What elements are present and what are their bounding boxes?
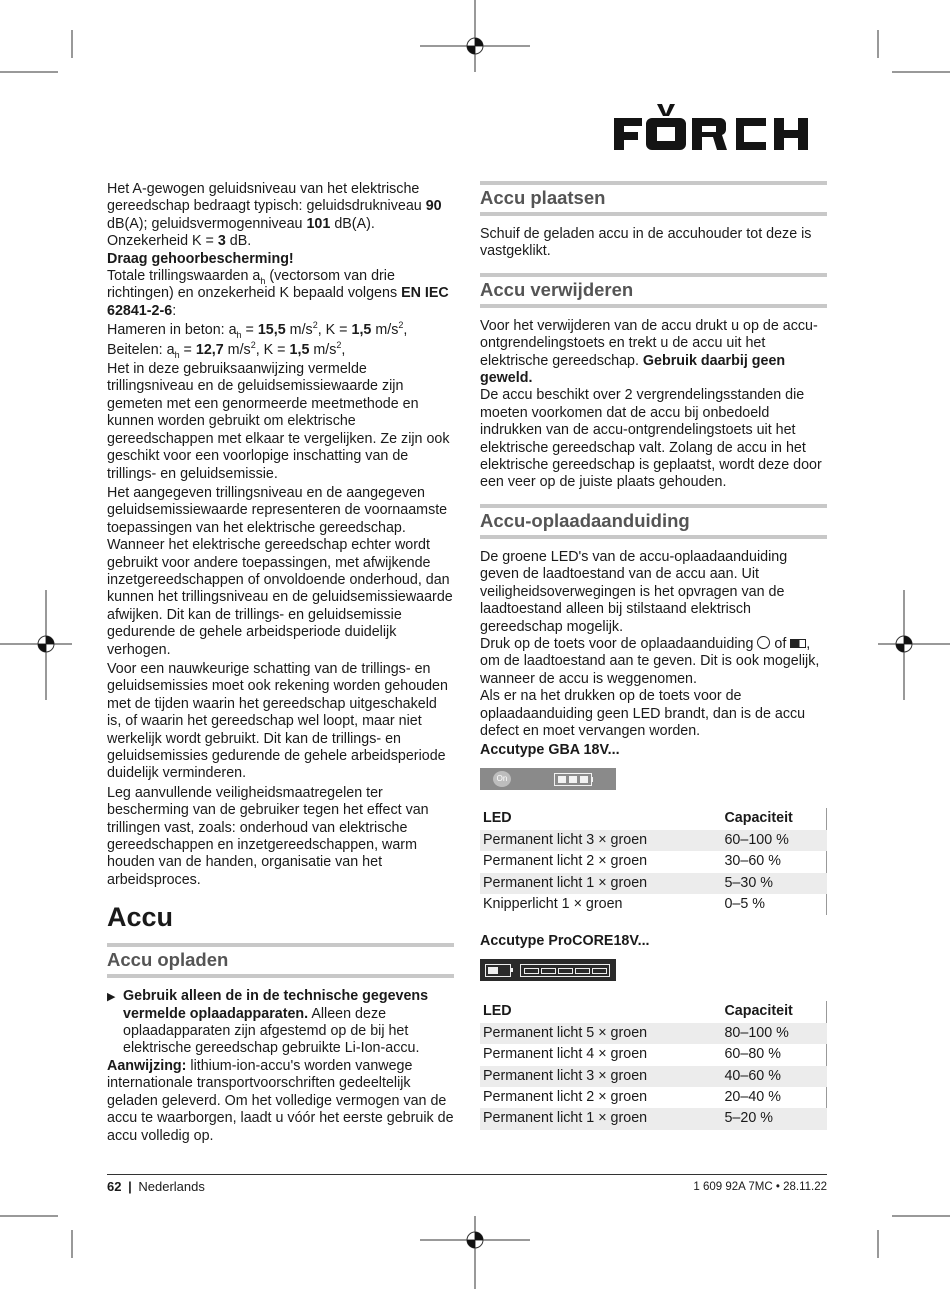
text: m/s bbox=[309, 341, 337, 358]
text: dB. bbox=[225, 233, 252, 250]
cell: Permanent licht 1 × groen bbox=[480, 873, 721, 894]
text: dB(A). Onzekerheid K = bbox=[107, 215, 375, 250]
page-number: 62 bbox=[107, 1179, 122, 1194]
subscript: h bbox=[260, 275, 266, 286]
paragraph-verwijderen bbox=[480, 318, 827, 388]
footer-language: Nederlands bbox=[138, 1179, 205, 1194]
text: : bbox=[172, 302, 177, 319]
cell: Permanent licht 2 × groen bbox=[483, 1089, 648, 1105]
text: Alleen deze oplaadapparaten zijn afgestemd op de bij het elektrische gereedschap gebruikte Li-Ion-accu. bbox=[123, 1005, 420, 1057]
text: , bbox=[403, 322, 408, 339]
cell: Permanent licht 3 × groen bbox=[480, 1066, 721, 1087]
table-row bbox=[480, 1087, 827, 1108]
cell: Permanent licht 1 × groen bbox=[480, 1108, 721, 1129]
cell: 0–5 % bbox=[724, 895, 766, 912]
accutype-gba: Accutype GBA 18V... bbox=[480, 742, 620, 759]
text: , om de laadtoestand aan te geven. Dit is ook mogelijk, wanneer de accu is weggenomen. bbox=[480, 635, 820, 687]
subscript: h bbox=[174, 349, 180, 360]
text: (vectorsom van drie richtingen) en onzekerheid K bepaald volgens bbox=[107, 268, 402, 302]
cell: 40–60 % bbox=[721, 1066, 827, 1087]
vibration-intro bbox=[107, 268, 454, 320]
value: 12,7 bbox=[195, 341, 224, 358]
text: Totale trillingswaarden a bbox=[107, 268, 261, 285]
table-row bbox=[480, 830, 827, 851]
footer-separator: | bbox=[128, 1179, 132, 1194]
superscript: 2 bbox=[250, 339, 256, 350]
paragraph-estimation: Voor een nauwkeurige schatting van de trillings- en geluidsemissies moet ook rekening worden gehouden met de tijden waarin het gereedschap uitgeschakeld is, of waarin het gereedschap wel loopt, maar niet werkelijk wordt gebruikt. Dit kan de trillings- en geluidsemissies gedurende de gehele arbeidsperiode duidelijk verminderen. bbox=[107, 660, 448, 782]
cell: 20–40 % bbox=[724, 1089, 781, 1105]
table-procore bbox=[480, 1001, 827, 1130]
table-row bbox=[480, 1044, 827, 1065]
table-row bbox=[480, 873, 827, 894]
value: 101 bbox=[306, 215, 331, 232]
value: 90 bbox=[425, 198, 442, 215]
cell: 80–100 % bbox=[721, 1023, 827, 1044]
led-battery-icon bbox=[554, 773, 592, 786]
forch-logo bbox=[612, 102, 828, 156]
note-paragraph bbox=[107, 1058, 454, 1145]
cell: Permanent licht 2 × groen bbox=[483, 853, 648, 870]
text: m/s bbox=[223, 341, 251, 358]
paragraph-defect: Als er na het drukken op de toets voor de oplaadaanduiding geen LED brandt, dan is de accu defect en moet vervangen worden. bbox=[480, 688, 806, 739]
value: 1,5 bbox=[351, 322, 372, 339]
value: 1,5 bbox=[289, 341, 310, 358]
cell: 5–30 % bbox=[721, 873, 827, 894]
text: Voor het verwijderen van de accu drukt u op de accu-ontgrendelingstoets en trekt u de accu uit het elektrische gereedschap. bbox=[480, 317, 818, 369]
heading-accu: Accu bbox=[107, 902, 174, 933]
text: Het A-gewogen geluidsniveau van het elektrische gereedschap bedraagt typisch: geluidsdrukniveau bbox=[107, 181, 426, 215]
text-bold: Gebruik daarbij geen geweld. bbox=[480, 352, 786, 387]
note-label: Aanwijzing: bbox=[107, 1057, 187, 1074]
cell: 30–60 % bbox=[724, 853, 781, 870]
cell: Permanent licht 4 × groen bbox=[483, 1046, 648, 1063]
text: = bbox=[241, 322, 258, 339]
standard: EN IEC 62841-2-6 bbox=[107, 285, 449, 319]
table-row bbox=[480, 1066, 827, 1087]
footer-code: 1 609 92A 7MC • 28.11.22 bbox=[693, 1181, 827, 1193]
on-button-icon: On bbox=[493, 771, 511, 787]
noise-paragraph bbox=[107, 181, 454, 251]
text: of bbox=[770, 635, 791, 652]
text: Beitelen: a bbox=[107, 341, 175, 358]
paragraph-toets bbox=[480, 636, 827, 688]
text: Hameren in beton: a bbox=[107, 322, 237, 339]
paragraph-safety: Leg aanvullende veiligheidsmaatregelen ter bescherming van de gebruiker tegen het effect van trillingen vast, zoals: onderhoud van elektrische gereedschappen en inzetgereedschappen, warm houden van de handen, organisatie van het arbeidsproces. bbox=[107, 784, 429, 888]
right-column bbox=[480, 181, 827, 1130]
text: , K = bbox=[317, 322, 352, 339]
superscript: 2 bbox=[398, 320, 404, 331]
gauge-icon bbox=[757, 636, 770, 649]
page-footer bbox=[107, 1174, 827, 1194]
col-capaciteit: Capaciteit bbox=[724, 1003, 793, 1020]
paragraph-vergrendeling: De accu beschikt over 2 vergrendelingsstanden die moeten voorkomen dat de accu bij onbedoeld indrukken van de accu-ontgrendelingstoets uit het elektrische gereedschap valt. Zolang de accu in het elektrische gereedschap is geplaatst, wordt deze door een veer op de juiste plaats gehouden. bbox=[480, 387, 822, 491]
vibration-hammer bbox=[107, 322, 454, 339]
table-gba bbox=[480, 808, 827, 916]
bullet-chargers bbox=[107, 988, 454, 1058]
hearing-protection-warning: Draag gehoorbescherming! bbox=[107, 250, 294, 267]
table-row bbox=[480, 894, 827, 915]
paragraph-plaatsen: Schuif de geladen accu in de accuhouder tot deze is vastgeklikt. bbox=[480, 226, 812, 260]
procore-battery-icon bbox=[485, 964, 511, 977]
col-led: LED bbox=[483, 810, 512, 827]
text: lithium-ion-accu's worden vanwege internationale transportvoorschriften gedeeltelijk geladen geleverd. Om het volledige vermogen van de accu te waarborgen, laadt u vóór het eerste gebruik de accu volledig op. bbox=[107, 1057, 454, 1144]
table-row bbox=[480, 1023, 827, 1044]
cell: Permanent licht 3 × groen bbox=[480, 830, 721, 851]
cell: 60–100 % bbox=[721, 830, 827, 851]
heading-accu-plaatsen: Accu plaatsen bbox=[480, 181, 827, 216]
text: , K = bbox=[255, 341, 290, 358]
superscript: 2 bbox=[336, 339, 342, 350]
left-column bbox=[107, 181, 454, 1145]
heading-oplaadaanduiding: Accu-oplaadaanduiding bbox=[480, 504, 827, 539]
text-bold: Gebruik alleen de in de technische gegevens vermelde oplaadapparaten. bbox=[123, 988, 429, 1022]
cell: 5–20 % bbox=[721, 1108, 827, 1129]
battery-icon bbox=[790, 639, 806, 648]
table-row bbox=[480, 1108, 827, 1129]
superscript: 2 bbox=[312, 320, 318, 331]
value: 15,5 bbox=[257, 322, 286, 339]
value: 3 bbox=[217, 233, 226, 250]
cell: 60–80 % bbox=[724, 1046, 781, 1063]
heading-accu-opladen: Accu opladen bbox=[107, 943, 454, 978]
heading-accu-verwijderen: Accu verwijderen bbox=[480, 273, 827, 308]
subscript: h bbox=[236, 330, 242, 341]
paragraph-representation: Het aangegeven trillingsniveau en de aangegeven geluidsemissiewaarde representeren de voornaamste toepassingen van het elektrische gereedschap. Wanneer het elektrische gereedschap echter wordt gebruikt voor andere toepassingen, met afwijkende inzetgereedschappen of onvoldoende onderhoud, dan kunnen het trillingsniveau en de geluidsemissiewaarde afwijken. Dit kan de trillings- en geluidsemissie gedurende de gehele arbeidsperiode duidelijk verhogen. bbox=[107, 484, 453, 658]
footer-left bbox=[107, 1179, 205, 1194]
paragraph-leds: De groene LED's van de accu-oplaadaanduiding geven de laadtoestand van de accu aan. Uit veiligheidsoverwegingen is het opvragen van de laadtoestand alleen bij stilstaand elektrisch gereedschap mogelijk. bbox=[480, 548, 788, 635]
cell: Knipperlicht 1 × groen bbox=[483, 895, 623, 912]
paragraph-measurement: Het in deze gebruiksaanwijzing vermelde trillingsniveau en de geluidsemissiewaarde zijn gemeten met een genormeerde meetmethode en kunnen worden gebruikt om elektrische gereedschappen met elkaar te vergelijken. Ze zijn ook geschikt voor een voorlopige inschatting van de trillings- en geluidsemissie. bbox=[107, 361, 450, 482]
col-led: LED bbox=[483, 1003, 512, 1020]
text: , bbox=[341, 341, 346, 358]
cell: Permanent licht 5 × groen bbox=[480, 1023, 721, 1044]
triangle-bullet-icon: ▶ bbox=[107, 991, 116, 1004]
procore-charge-indicator bbox=[480, 959, 616, 981]
led-strip-icon bbox=[520, 964, 610, 977]
text: = bbox=[179, 341, 196, 358]
text: Druk op de toets voor de oplaadaanduiding bbox=[480, 635, 758, 652]
text: m/s bbox=[371, 322, 399, 339]
vibration-chisel bbox=[107, 339, 454, 360]
text: m/s bbox=[285, 322, 313, 339]
gba-charge-indicator bbox=[480, 768, 616, 790]
col-capaciteit: Capaciteit bbox=[724, 810, 793, 827]
text: dB(A); geluidsvermogenniveau bbox=[107, 215, 307, 232]
table-row bbox=[480, 851, 827, 872]
accutype-procore: Accutype ProCORE18V... bbox=[480, 933, 650, 950]
